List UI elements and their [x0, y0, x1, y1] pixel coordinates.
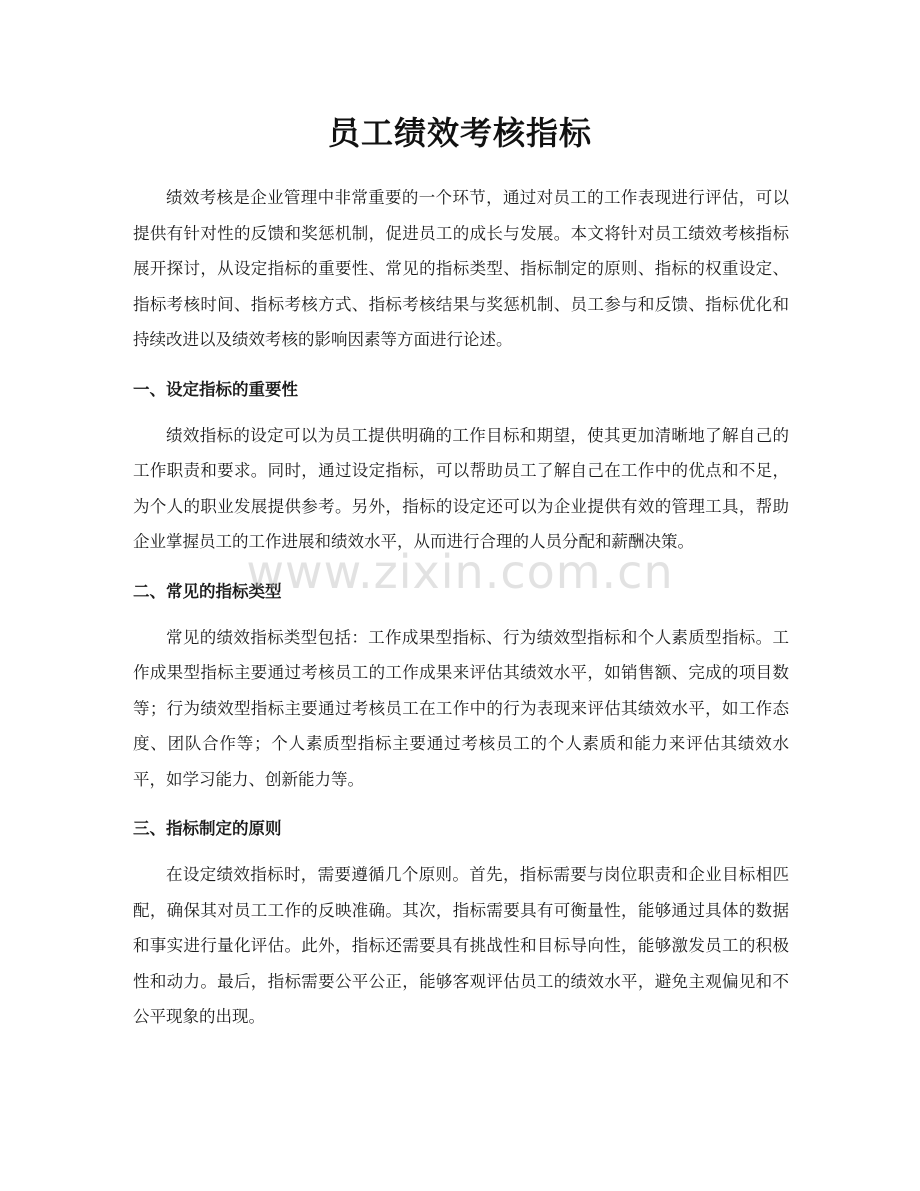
watermark: www.zixin.com.cn: [246, 545, 674, 599]
section-body-3: 在设定绩效指标时，需要遵循几个原则。首先，指标需要与岗位职责和企业目标相匹配，确保其对员工工作的反映准确。其次，指标需要具有可衡量性，能够通过具体的数据和事实进行量化评估。此外，指标还需要具有挑战性和目标导向性，能够激发员工的积极性和动力。最后，指标需要公平公正，能够客观评估员工的绩效水平，避免主观偏见和不公平现象的出现。: [133, 865, 789, 1026]
intro-paragraph: 绩效考核是企业管理中非常重要的一个环节，通过对员工的工作表现进行评估，可以提供有针对性的反馈和奖惩机制，促进员工的成长与发展。本文将针对员工绩效考核指标展开探讨，从设定指标的重要性、常见的指标类型、指标制定的原则、指标的权重设定、指标考核时间、指标考核方式、指标考核结果与奖惩机制、员工参与和反馈、指标优化和持续改进以及绩效考核的影响因素等方面进行论述。: [133, 188, 789, 349]
document-body: [133, 180, 789, 1035]
section-body-1: 绩效指标的设定可以为员工提供明确的工作目标和期望，使其更加清晰地了解自己的工作职责和要求。同时，通过设定指标，可以帮助员工了解自己在工作中的优点和不足，为个人的职业发展提供参考。另外，指标的设定还可以为企业提供有效的管理工具，帮助企业掌握员工的工作进展和绩效水平，从而进行合理的人员分配和薪酬决策。: [133, 425, 789, 551]
section-heading-1: 一、设定指标的重要性: [133, 379, 298, 399]
section-heading-2: 二、常见的指标类型: [133, 581, 282, 601]
document-title: 员工绩效考核指标: [327, 114, 592, 152]
section-heading-3: 三、指标制定的原则: [133, 819, 282, 838]
section-body-2: 常见的绩效指标类型包括：工作成果型指标、行为绩效型指标和个人素质型指标。工作成果型指标主要通过考核员工的工作成果来评估其绩效水平，如销售额、完成的项目数等；行为绩效型指标主要通过考核员工在工作中的行为表现来评估其绩效水平，如工作态度、团队合作等；个人素质型指标主要通过考核员工的个人素质和能力来评估其绩效水平，如学习能力、创新能力等。: [133, 627, 789, 789]
